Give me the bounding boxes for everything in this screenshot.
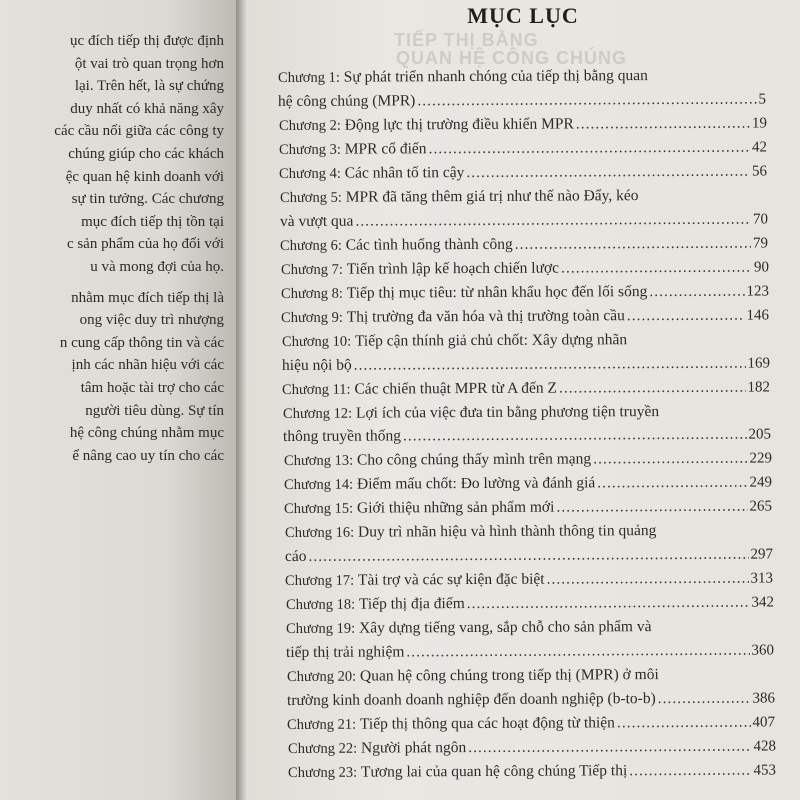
left-text-line: hệ công chúng nhằm mục [69, 425, 224, 442]
left-text-line: các cầu nối giữa các công ty [54, 123, 224, 140]
show-through-text: QUAN HỆ CÔNG CHÚNG [396, 48, 628, 68]
left-text-line: ong việc duy trì nhượng [79, 312, 224, 329]
dot-leader [561, 256, 752, 279]
page-number: 360 [751, 642, 775, 659]
chapter-label: Chương 23: [287, 764, 358, 781]
left-text-line: ệc quan hệ kinh doanh với [65, 168, 224, 185]
dot-leader [466, 592, 749, 615]
chapter-title: Cho công chúng thấy mình trên mạng [356, 450, 591, 470]
chapter-label: Chương 17: [285, 572, 355, 590]
chapter-label: Chương 14: [283, 477, 354, 494]
chapter-title: và vượt qua [280, 212, 354, 230]
page-number: 146 [746, 307, 770, 324]
toc-entry-line [283, 448, 771, 473]
chapter-title: Người phát ngôn [360, 739, 466, 757]
chapter-title: hệ công chúng (MPR) [278, 92, 416, 110]
chapter-label: Chương 3: [278, 141, 341, 158]
left-text-line: c sản phẩm của họ đối với [66, 236, 224, 253]
left-text-line: sự tin tưởng. Các chương [71, 191, 224, 208]
left-text-line: tâm hoặc tài trợ cho các [80, 379, 224, 396]
chapter-title: Duy trì nhãn hiệu và hình thành thông tin quảng [357, 522, 656, 541]
left-text-line: lại. Trên hết, là sự chứng [74, 78, 224, 95]
chapter-label: Chương 22: [287, 740, 357, 758]
chapter-label: Chương 9: [281, 309, 344, 326]
chapter-title: Điểm mấu chốt: Đo lường và đánh giá [356, 474, 596, 494]
dot-leader [559, 376, 746, 399]
left-text-line: n cung cấp thông tin và các [59, 334, 224, 351]
dot-leader [403, 424, 747, 448]
toc-entry-line [287, 664, 659, 688]
chapter-label: Chương 18: [285, 596, 355, 614]
dot-leader [597, 472, 747, 495]
chapter-title: Tài trợ và các sự kiện đặc biệt [358, 570, 545, 589]
chapter-title: Tương lai của quan hệ công chúng Tiếp thị [360, 762, 628, 781]
chapter-label: Chương 5: [279, 189, 342, 206]
chapter-title: Sự phát triển nhanh chóng của tiếp thị bằng quan [343, 67, 648, 86]
page-number: 123 [746, 283, 770, 300]
toc-entry-line [282, 352, 770, 377]
left-text-line: ịnh các nhãn hiệu với các [71, 357, 224, 374]
chapter-title: trường kinh doanh doanh nghiệp đến doanh nghiệp (b-to-b) [286, 690, 656, 710]
page-number: 90 [753, 259, 769, 276]
page-number: 265 [749, 498, 773, 515]
chapter-title: cáo [284, 548, 307, 566]
toc-entry-line [281, 256, 769, 281]
dot-leader [593, 448, 747, 471]
page-number: 182 [747, 378, 771, 396]
chapter-label: Chương 16: [284, 524, 354, 542]
chapter-title: thông truyền thống [283, 427, 402, 446]
chapter-title: tiếp thị trải nghiệm [286, 643, 405, 662]
toc-entry-line [287, 688, 775, 713]
page-number: 297 [750, 546, 773, 563]
toc-entry-line [280, 208, 768, 233]
toc-entry-line [279, 112, 767, 137]
page-number: 70 [753, 211, 769, 228]
show-through-text: TIẾP THỊ BẰNG [394, 30, 539, 50]
chapter-label: Chương 7: [280, 261, 343, 278]
page-number: 79 [753, 235, 769, 252]
dot-leader [617, 712, 751, 735]
chapter-title: Các nhân tố tin cậy [345, 163, 465, 182]
chapter-title: Giới thiệu những sản phẩm mới [357, 498, 555, 517]
dot-leader [547, 568, 749, 591]
toc-entry-line [279, 160, 767, 185]
chapter-label: Chương 19: [285, 620, 356, 638]
chapter-title: hiệu nội bộ [282, 356, 352, 374]
toc-entry-line [280, 232, 768, 257]
dot-leader [429, 136, 751, 160]
dot-leader [627, 304, 745, 327]
dot-leader [355, 208, 751, 232]
toc-entry-line [284, 496, 772, 521]
page-number: 5 [758, 91, 767, 108]
toc-entry-line [282, 376, 770, 401]
toc-entry-line [285, 544, 773, 569]
toc-entry-line [284, 520, 655, 544]
dot-leader [354, 352, 746, 376]
left-text-line: duy nhất có khả năng xây [70, 100, 224, 117]
page-number: 313 [750, 570, 774, 587]
left-text-line: u và mong đợi của họ. [90, 258, 224, 275]
chapter-title: Các tình huống thành công [346, 235, 514, 254]
toc-entry-line [284, 472, 772, 497]
page-number: 169 [747, 355, 771, 372]
left-page-text [0, 30, 236, 467]
dot-leader [467, 160, 751, 183]
page-number: 342 [751, 594, 774, 611]
page-number: 229 [748, 450, 772, 468]
left-text-line: nhằm mục đích tiếp thị là [71, 289, 224, 306]
table-of-contents [246, 0, 800, 800]
toc-entry-line [286, 640, 774, 665]
left-text-line: ể nâng cao uy tín cho các [72, 447, 224, 464]
toc-entry-line [281, 304, 769, 329]
left-text-line: người tiêu dùng. Sự tín [85, 402, 224, 419]
page-number: 407 [752, 714, 776, 731]
chapter-label: Chương 15: [284, 501, 354, 518]
left-page [0, 0, 236, 800]
chapter-title: MPR cổ điển [344, 140, 427, 158]
chapter-label: Chương 20: [286, 668, 356, 686]
toc-entry-line [280, 185, 639, 209]
chapter-title: Tiếp thị thông qua các hoạt động từ thiện [360, 714, 616, 733]
dot-leader [418, 88, 757, 112]
page-number: 205 [748, 426, 772, 444]
chapter-label: Chương 4: [279, 165, 342, 182]
chapter-label: Chương 11: [282, 381, 352, 398]
dot-leader [575, 112, 749, 135]
right-page [246, 0, 800, 800]
dot-leader [468, 736, 751, 759]
dot-leader [629, 760, 751, 783]
page-number: 453 [753, 762, 777, 779]
toc-entry-line [278, 88, 766, 113]
chapter-label: Chương 12: [282, 405, 352, 422]
toc-entry-line [286, 616, 652, 640]
chapter-title: Động lực thị trường điều khiển MPR [344, 115, 574, 134]
chapter-title: Lợi ích của việc đưa tin bằng phương tiện truyền [355, 402, 659, 422]
page-title: MỤC LỤC [467, 3, 579, 28]
toc-entry-line [288, 735, 776, 760]
chapter-title: Tiến trình lập kế hoạch chiến lược [346, 259, 559, 278]
left-text-line: ột vai trò quan trọng hơn [74, 55, 224, 72]
dot-leader [407, 640, 750, 664]
chapter-label: Chương 2: [278, 117, 341, 134]
chapter-title: Tiếp thị địa điểm [358, 595, 465, 613]
toc-entry-line [283, 424, 771, 449]
toc-entry-line [278, 65, 648, 89]
page-number: 19 [751, 115, 767, 132]
page-number: 428 [753, 738, 776, 755]
dot-leader [308, 544, 748, 568]
chapter-label: Chương 1: [277, 69, 340, 86]
dot-leader [649, 280, 744, 302]
chapter-title: Các chiến thuật MPR từ A đến Z [354, 379, 558, 398]
left-text-line: mục đích tiếp thị tồn tại [81, 213, 224, 230]
book-gutter [236, 0, 246, 800]
chapter-title: Tiếp thị mục tiêu: từ nhân khẩu học đến lối sống [346, 282, 648, 302]
toc-entry-line [279, 136, 767, 161]
dot-leader [658, 688, 751, 710]
page-number: 386 [752, 690, 775, 707]
toc-entry-line [283, 401, 659, 425]
chapter-title: MPR đã tăng thêm giá trị như thế nào Đẩy, kéo [345, 186, 639, 206]
toc-entry-line [288, 759, 776, 784]
chapter-title: Thị trường đa văn hóa và thị trường toàn cầu [347, 306, 626, 326]
chapter-label: Chương 13: [283, 453, 353, 470]
chapter-title: Tiếp cận thính giả chủ chốt: Xây dựng nhãn [354, 330, 627, 350]
toc-entry-line [281, 280, 769, 305]
left-text-line: chúng giúp cho các khách [68, 145, 224, 162]
page-number: 56 [752, 163, 768, 180]
chapter-title: Xây dựng tiếng vang, sắp chỗ cho sản phẩm và [358, 618, 652, 637]
chapter-label: Chương 8: [281, 285, 343, 302]
toc-entry-line [287, 712, 775, 737]
page-number: 42 [751, 139, 768, 156]
page-number: 249 [749, 474, 772, 491]
toc-entry-line [282, 329, 627, 353]
chapter-label: Chương 10: [281, 333, 351, 350]
chapter-label: Chương 21: [287, 716, 357, 734]
toc-entry-line [286, 592, 774, 617]
dot-leader [515, 232, 751, 255]
chapter-label: Chương 6: [280, 237, 343, 254]
toc-entry-line [285, 568, 773, 593]
chapter-title: Quan hệ công chúng trong tiếp thị (MPR) ở môi [359, 666, 659, 685]
left-text-line: ục đích tiếp thị được định [70, 33, 224, 49]
dot-leader [557, 496, 748, 519]
